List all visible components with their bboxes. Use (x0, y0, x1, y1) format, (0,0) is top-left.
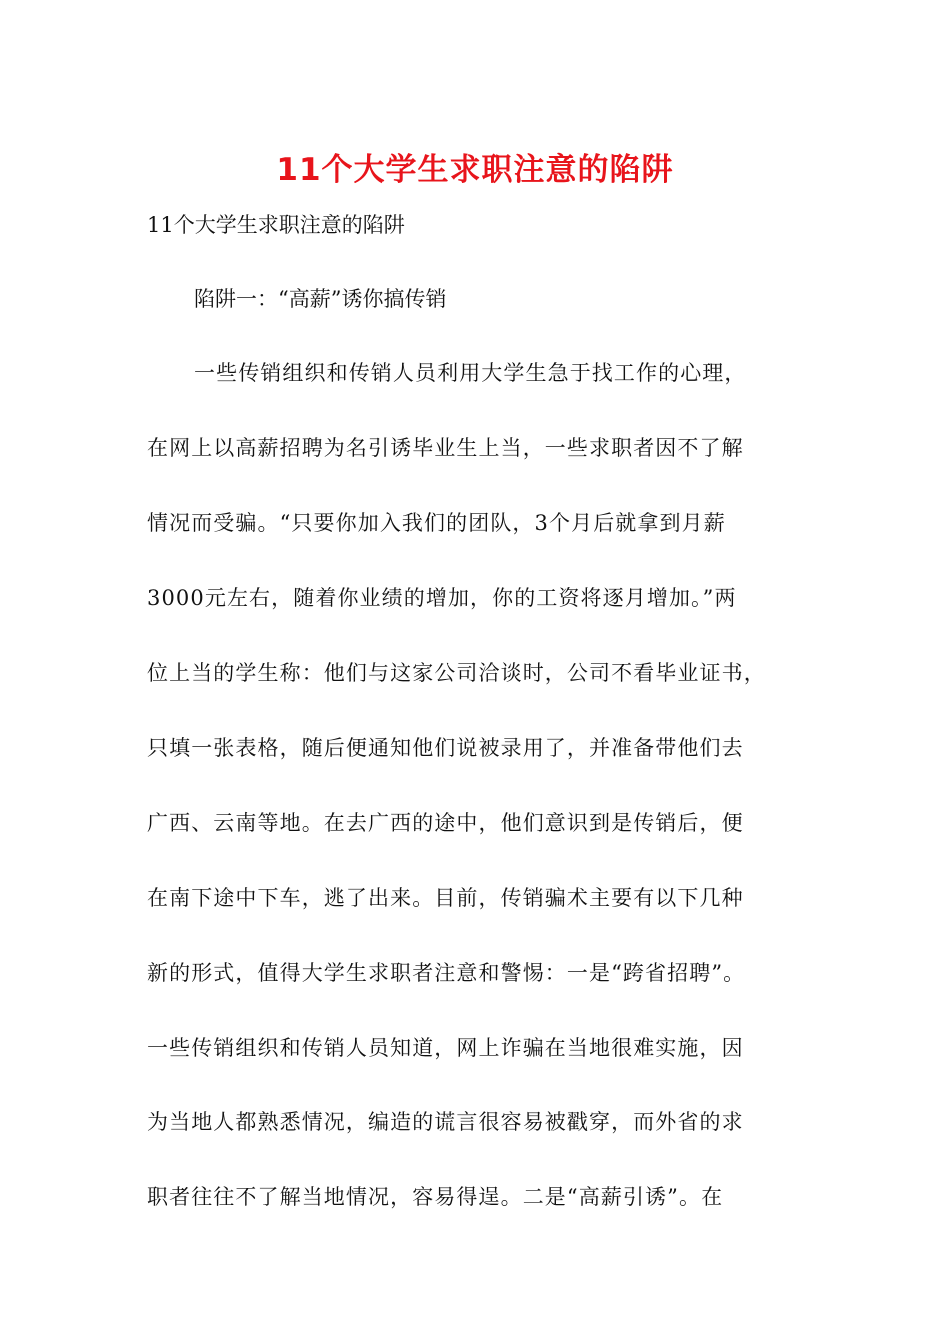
paragraph-line: 广西、云南等地。在去广西的途中，他们意识到是传销后，便 (147, 811, 744, 835)
paragraph-line: 只填一张表格，随后便通知他们说被录用了，并准备带他们去 (147, 736, 744, 760)
paragraph-line: 3000元左右，随着你业绩的增加，你的工资将逐月增加。”两 (147, 586, 737, 610)
paragraph-line: 一些传销组织和传销人员知道，网上诈骗在当地很难实施，因 (147, 1036, 744, 1060)
paragraph-line: 新的形式，值得大学生求职者注意和警惕：一是“跨省招聘”。 (147, 961, 746, 985)
paragraph-line: 为当地人都熟悉情况，编造的谎言很容易被戳穿，而外省的求 (147, 1110, 744, 1134)
paragraph-line: 在南下途中下车，逃了出来。目前，传销骗术主要有以下几种 (147, 886, 744, 910)
section-heading: 陷阱一：“高薪”诱你搞传销 (194, 287, 447, 311)
paragraph-line: 职者往往不了解当地情况，容易得逞。二是“高薪引诱”。在 (147, 1185, 724, 1209)
paragraph-line: 在网上以高薪招聘为名引诱毕业生上当，一些求职者因不了解 (147, 436, 744, 460)
document-title: 11个大学生求职注意的陷阱 (276, 152, 674, 188)
paragraph-line: 情况而受骗。“只要你加入我们的团队，3个月后就拿到月薪 (147, 511, 726, 535)
paragraph-line: 一些传销组织和传销人员利用大学生急于找工作的心理， (194, 361, 747, 385)
paragraph-line: 位上当的学生称：他们与这家公司洽谈时，公司不看毕业证书， (147, 661, 766, 685)
document-subtitle: 11个大学生求职注意的陷阱 (147, 213, 405, 237)
